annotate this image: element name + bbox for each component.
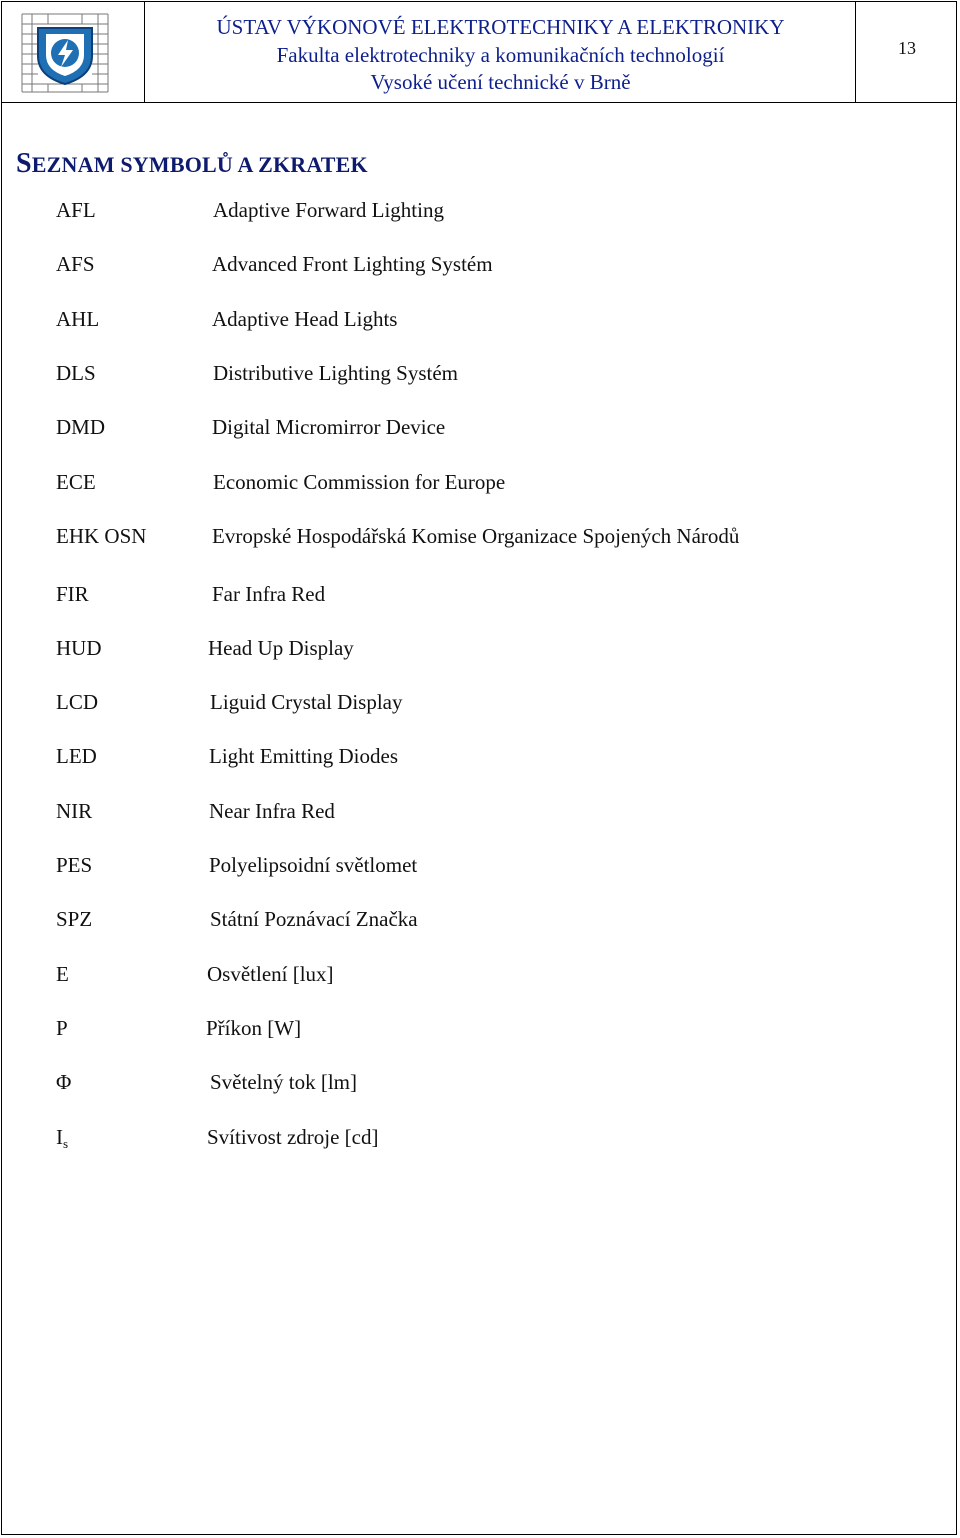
abbreviation-description: Příkon [W] — [206, 1016, 302, 1040]
abbreviation-description: Světelný tok [lm] — [210, 1070, 357, 1094]
abbreviation: AHL — [56, 307, 100, 331]
page-header — [1, 1, 957, 103]
abbreviation: HUD — [56, 636, 102, 660]
page-number: 13 — [898, 38, 916, 58]
abbreviation-description: Advanced Front Lighting Systém — [212, 252, 493, 276]
institute-name: ÚSTAV VÝKONOVÉ ELEKTROTECHNIKY A ELEKTRONIKY — [216, 15, 785, 39]
abbreviation: LED — [56, 744, 97, 768]
abbreviation-description: Far Infra Red — [212, 582, 326, 606]
abbreviation-description: Adaptive Forward Lighting — [213, 198, 444, 222]
abbreviation-description: Distributive Lighting Systém — [213, 361, 458, 385]
abbreviation: Φ — [56, 1070, 72, 1094]
abbreviation-description: Light Emitting Diodes — [209, 744, 398, 768]
faculty-name: Fakulta elektrotechniky a komunikačních technologií — [276, 43, 725, 67]
symbol-base: I — [56, 1125, 63, 1149]
abbreviation-description: Svítivost zdroje [cd] — [207, 1125, 379, 1149]
abbreviation-description: Osvětlení [lux] — [207, 962, 334, 986]
abbreviation: P — [56, 1016, 68, 1040]
section-title — [16, 149, 368, 180]
university-shield-logo-icon — [18, 10, 112, 96]
abbreviation: AFL — [56, 198, 96, 222]
abbreviation: EHK OSN — [56, 524, 147, 548]
abbreviation: PES — [56, 853, 93, 877]
abbreviation: NIR — [56, 799, 93, 823]
abbreviation-description: Near Infra Red — [209, 799, 335, 823]
abbreviation: SPZ — [56, 907, 93, 931]
abbreviation-description: Economic Commission for Europe — [213, 470, 506, 494]
abbreviation — [56, 1125, 68, 1156]
abbreviation: DLS — [56, 361, 96, 385]
abbreviation: AFS — [56, 252, 95, 276]
abbreviation: FIR — [56, 582, 89, 606]
abbreviation: E — [56, 962, 69, 986]
header-text-cell — [146, 2, 856, 102]
abbreviation-description: Liguid Crystal Display — [210, 690, 403, 714]
abbreviation: LCD — [56, 690, 98, 714]
abbreviation-description: Státní Poznávací Značka — [210, 907, 418, 931]
abbreviation: DMD — [56, 415, 106, 439]
section-title-rest: EZNAM SYMBOLŮ A ZKRATEK — [31, 152, 368, 177]
page-frame — [1, 1, 957, 1535]
abbreviation-description: Adaptive Head Lights — [212, 307, 398, 331]
abbreviation-description: Digital Micromirror Device — [212, 415, 446, 439]
abbreviation-description: Head Up Display — [208, 636, 354, 660]
section-title-initial: S — [16, 148, 32, 179]
university-name: Vysoké učení technické v Brně — [370, 70, 631, 94]
logo-cell — [2, 2, 145, 102]
symbol-subscript: s — [63, 1136, 69, 1151]
abbreviation: ECE — [56, 470, 96, 494]
abbreviation-description: Polyelipsoidní světlomet — [209, 853, 418, 877]
abbreviation-description: Evropské Hospodářská Komise Organizace Spojených Národů — [212, 524, 740, 548]
